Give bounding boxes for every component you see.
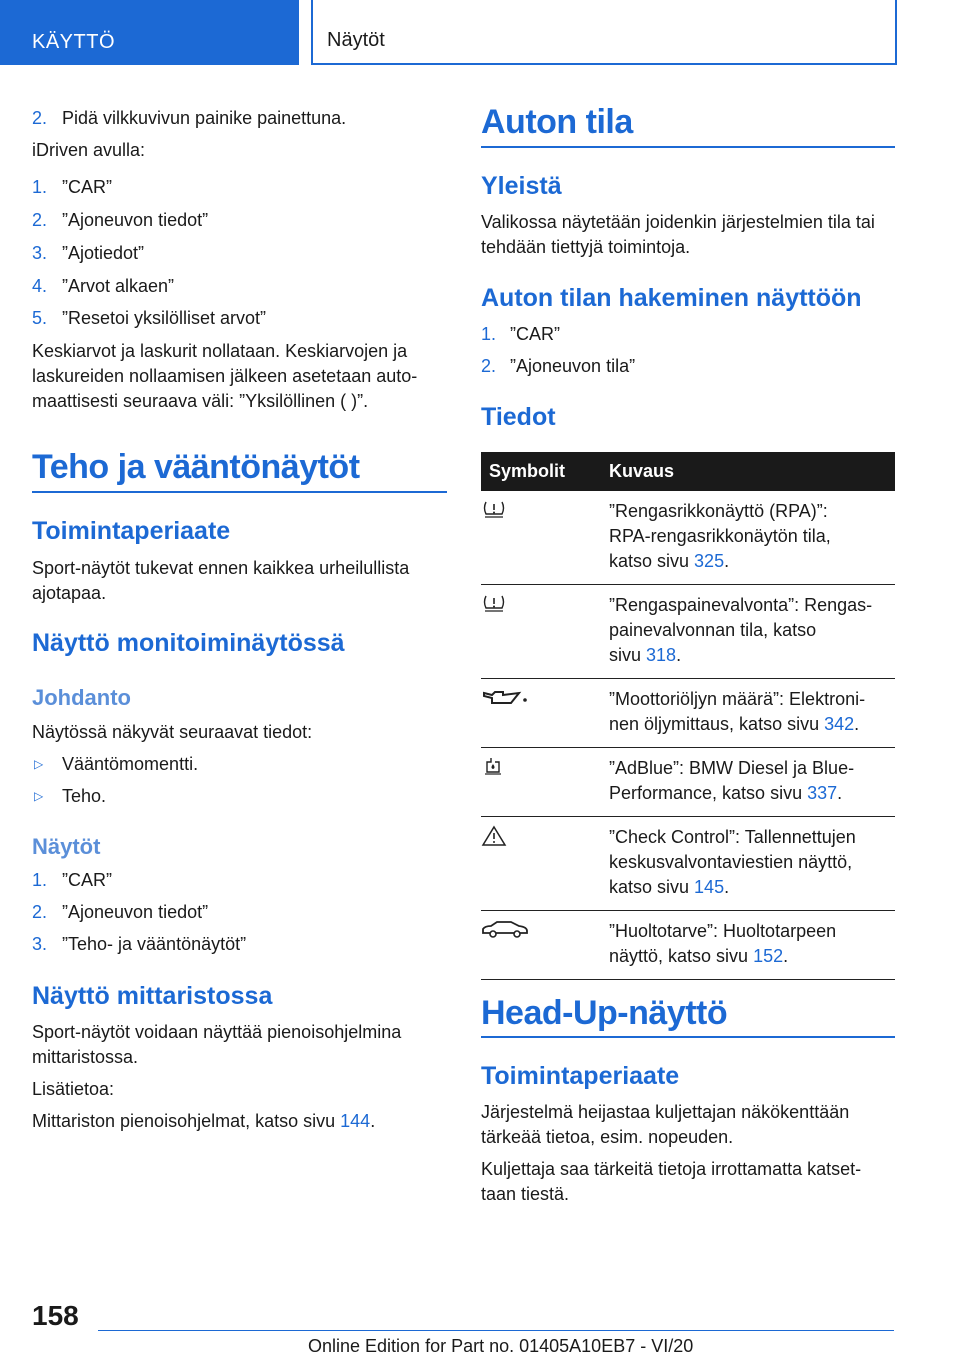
step-number: 3. [32, 243, 48, 263]
table-row [481, 911, 895, 980]
symbol-cell [481, 748, 601, 817]
description-end: . [724, 877, 730, 897]
subheading: Yleistä [481, 172, 562, 200]
chapter-title: Näytöt [327, 29, 385, 51]
subheading: Toimintaperiaate [32, 517, 231, 545]
step-number: 2. [32, 108, 48, 128]
table-row [481, 748, 895, 817]
oil-can-icon [481, 687, 529, 707]
symbol-cell [481, 679, 601, 748]
table-row [481, 817, 895, 911]
page-link[interactable]: 342 [824, 714, 855, 734]
tire-pressure-monitor-icon [481, 593, 507, 613]
subheading: Tiedot [481, 403, 556, 431]
step-number: 2. [481, 356, 497, 376]
paragraph-line: Kuljettaja saa tärkeitä tietoja irrottamatta katset- [481, 1159, 862, 1179]
description-end: . [783, 946, 789, 966]
section-tab: KÄYTTÖ [0, 0, 299, 65]
description-line: katso sivu [609, 551, 695, 571]
description-end: . [837, 783, 843, 803]
symbol-cell [481, 911, 601, 980]
chapter-tab [311, 0, 897, 65]
description-line: näyttö, katso sivu [609, 946, 754, 966]
heading-rule [32, 491, 447, 493]
reference-text: Mittariston pienoisohjelmat, katso sivu [32, 1111, 341, 1131]
description-cell [601, 679, 895, 748]
paragraph-line: ajotapaa. [32, 583, 107, 603]
description-line: painevalvonnan tila, katso [609, 620, 817, 640]
subheading: Auton tilan hakeminen näyttöön [481, 284, 862, 312]
footer-rule [98, 1330, 894, 1331]
step-number: 3. [32, 934, 48, 954]
description-cell [601, 491, 895, 585]
paragraph-line: Lisätietoa: [32, 1079, 115, 1099]
idrive-label: iDriven avulla: [32, 140, 146, 160]
description-line: ”Moottoriöljyn määrä”: Elektroni- [609, 689, 866, 709]
paragraph-line: maattisesti seuraava väli: ”Yksilöllinen ( )”. [32, 391, 369, 411]
list-item: Teho. [62, 786, 107, 806]
step-text: ”Ajoneuvon tiedot” [62, 210, 209, 230]
description-line: RPA-rengasrikkonäytön tila, [609, 526, 831, 546]
page-link[interactable]: 144 [340, 1111, 371, 1131]
minor-heading: Näytöt [32, 834, 101, 859]
subheading: Toimintaperiaate [481, 1062, 680, 1090]
status-table [481, 452, 895, 980]
list-item: Vääntömomentti. [62, 754, 199, 774]
heading-rule [481, 1036, 895, 1038]
step-text: ”Ajoneuvon tila” [510, 356, 636, 376]
paragraph-line: Näytössä näkyvät seuraavat tiedot: [32, 722, 313, 742]
page-link[interactable]: 145 [694, 877, 725, 897]
step-text: ”Resetoi yksilölliset arvot” [62, 308, 267, 328]
step-number: 2. [32, 210, 48, 230]
step-number: 5. [32, 308, 48, 328]
description-line: Performance, katso sivu [609, 783, 808, 803]
description-line: ”Rengaspainevalvonta”: Rengas- [609, 595, 873, 615]
step-number: 1. [32, 870, 48, 890]
paragraph-line: Valikossa näytetään joidenkin järjestelmien tila tai [481, 212, 875, 232]
paragraph-line: Sport-näytöt voidaan näyttää pienoisohjelmina [32, 1022, 402, 1042]
description-line: sivu [609, 645, 647, 665]
tire-pressure-warning-icon [481, 499, 507, 519]
table-header-description: Kuvaus [601, 452, 895, 491]
paragraph-line: taan tiestä. [481, 1184, 570, 1204]
description-end: . [854, 714, 860, 734]
edition-text: Online Edition for Part no. 01405A10EB7 - VI/20 [308, 1336, 694, 1356]
page-link[interactable]: 318 [646, 645, 677, 665]
step-text: ”CAR” [510, 324, 560, 344]
step-number: 2. [32, 902, 48, 922]
description-line: ”AdBlue”: BMW Diesel ja Blue- [609, 758, 855, 778]
paragraph-line: mittaristossa. [32, 1047, 139, 1067]
minor-heading: Johdanto [32, 685, 131, 710]
warning-triangle-icon [481, 825, 507, 847]
description-line: katso sivu [609, 877, 695, 897]
section-heading: Teho ja vääntönäytöt [32, 448, 360, 486]
paragraph-line: Keskiarvot ja laskurit nollataan. Keskiarvojen ja [32, 341, 408, 361]
step-number: 1. [481, 324, 497, 344]
heading-rule [481, 146, 895, 148]
reference-line [32, 1109, 375, 1134]
description-line: ”Check Control”: Tallennettujen [609, 827, 856, 847]
table-header-symbols: Symbolit [481, 452, 601, 491]
description-end: . [724, 551, 730, 571]
reference-end: . [370, 1111, 376, 1131]
section-heading: Auton tila [481, 103, 633, 141]
bullet-triangle-icon: ▷ [34, 757, 44, 771]
adblue-icon [481, 756, 505, 776]
description-end: . [676, 645, 682, 665]
description-cell [601, 911, 895, 980]
page-link[interactable]: 337 [807, 783, 838, 803]
step-text: ”Teho- ja vääntönäytöt” [62, 934, 247, 954]
table-row [481, 585, 895, 679]
table-row [481, 491, 895, 585]
paragraph-line: tehdään tiettyjä toimintoja. [481, 237, 691, 257]
step-text: ”CAR” [62, 870, 112, 890]
step-number: 1. [32, 177, 48, 197]
page-number: 158 [32, 1300, 79, 1331]
paragraph-line: laskureiden nollaamisen jälkeen asetetaan auto- [32, 366, 418, 386]
step-text: ”CAR” [62, 177, 112, 197]
description-line: keskusvalvontaviestien näyttö, [609, 852, 853, 872]
description-line: ”Huoltotarve”: Huoltotarpeen [609, 921, 837, 941]
paragraph-line: Sport-näytöt tukevat ennen kaikkea urheilullista [32, 558, 410, 578]
page-link[interactable]: 325 [694, 551, 725, 571]
description-cell [601, 748, 895, 817]
description-line: ”Rengasrikkonäyttö (RPA)”: [609, 501, 828, 521]
subheading: Näyttö mittaristossa [32, 982, 273, 1010]
step-text: ”Arvot alkaen” [62, 276, 175, 296]
paragraph-line: Järjestelmä heijastaa kuljettajan näkökenttään [481, 1102, 850, 1122]
section-heading: Head-Up-näyttö [481, 994, 728, 1032]
symbol-cell [481, 585, 601, 679]
description-cell [601, 585, 895, 679]
description-line: nen öljymittaus, katso sivu [609, 714, 825, 734]
table-row [481, 679, 895, 748]
step-text: Pidä vilkkuvivun painike painettuna. [62, 108, 347, 128]
step-number: 4. [32, 276, 48, 296]
symbol-cell [481, 817, 601, 911]
step-text: ”Ajoneuvon tiedot” [62, 902, 209, 922]
car-service-icon [481, 919, 529, 939]
bullet-triangle-icon: ▷ [34, 789, 44, 803]
paragraph-line: tärkeää tietoa, esim. nopeuden. [481, 1127, 734, 1147]
symbol-cell [481, 491, 601, 585]
step-text: ”Ajotiedot” [62, 243, 145, 263]
subheading: Näyttö monitoiminäytössä [32, 629, 345, 657]
description-cell [601, 817, 895, 911]
page-link[interactable]: 152 [753, 946, 784, 966]
